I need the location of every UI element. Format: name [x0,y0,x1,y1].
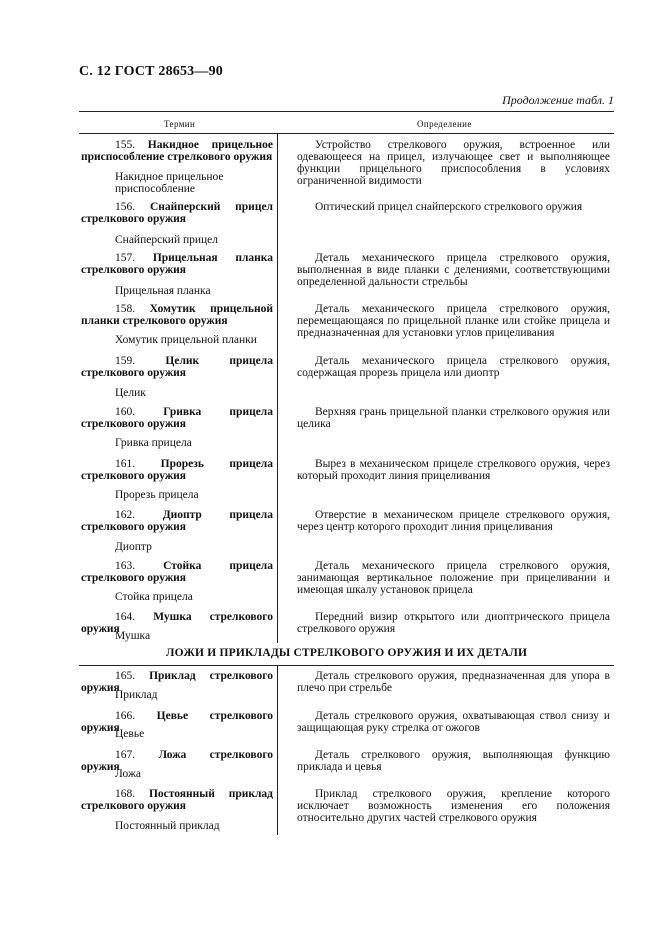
term-short-form: Прицельная планка [115,285,211,297]
term-name: Мушка стрелкового оружия [81,611,273,635]
term-number: 161. [115,458,136,470]
column-divider [277,665,278,835]
definition-cell: Деталь стрелкового оружия, охватывающая ствол снизу и защищающая руку стрелка от ожогов [297,710,610,734]
table-header-rule [79,133,614,134]
column-header-definition: Определение [417,119,472,129]
definition-cell: Оптический прицел снайперского стрелкового оружия [315,201,583,213]
term-short-form: Ложа [115,768,142,780]
term-number: 159. [115,355,136,367]
term-name: Постоянный приклад стрелкового оружия [81,788,274,812]
term-number: 162. [115,509,136,521]
term-short-form: Стойка прицела [115,591,193,603]
term-short-form: Накидное прицельное приспособление [115,171,224,195]
definition-cell: Деталь механического прицела стрелкового оружия, занимающая вертикальное положение при прицеливании и имеющая шкалу установок прицела [297,560,610,596]
term-cell [81,458,273,482]
term-number: 157. [115,252,136,264]
term-name: Целик прицела стрелкового оружия [81,355,273,379]
term-short-form: Постоянный приклад [115,820,220,832]
term-short-form: Приклад [115,689,158,701]
term-name: Цевье стрелкового оружия [81,710,274,734]
term-cell [81,560,273,584]
definition-cell: Деталь механического прицела стрелкового оружия, перемещающаяся по прицельной планке или стойке прицела и предназначенная для установки углов прицеливания [297,303,610,339]
term-short-form: Целик [115,387,146,399]
term-short-form: Гривка прицела [115,437,192,449]
section-heading: ЛОЖИ И ПРИКЛАДЫ СТРЕЛКОВОГО ОРУЖИЯ И ИХ ДЕТАЛИ [165,647,528,659]
column-header-term: Термин [164,119,196,129]
term-cell [81,509,273,533]
term-name: Прорезь прицела стрелкового оружия [81,458,273,482]
term-name: Ложа стрелкового оружия [81,749,273,773]
definition-cell: Деталь стрелкового оружия, предназначенная для упора в плечо при стрельбе [297,670,610,694]
term-name: Снайперский прицел стрелкового оружия [81,201,273,225]
term-number: 155. [115,139,136,151]
term-name: Приклад стрелкового оружия [81,670,273,694]
term-short-form: Мушка [115,630,151,642]
term-short-form: Снайперский прицел [115,234,219,246]
term-short-form: Хомутик прицельной планки [115,334,257,346]
term-cell [81,201,273,225]
term-cell [81,252,273,276]
term-number: 158. [115,303,136,315]
term-number: 160. [115,406,136,418]
term-name: Хомутик прицельной планки стрелкового оружия [81,303,273,327]
definition-cell: Деталь механического прицела стрелкового оружия, содержащая прорезь прицела или диоптр [297,355,610,379]
term-number: 165. [115,670,136,682]
term-name: Накидное прицельное приспособление стрелкового оружия [81,139,274,163]
definition-cell: Вырез в механическом прицеле стрелкового оружия, через который проходит линия прицеливания [297,458,610,482]
term-number: 156. [115,201,136,213]
term-short-form: Диоптр [115,541,152,553]
term-name: Прицельная планка стрелкового оружия [81,252,274,276]
definition-cell: Устройство стрелкового оружия, встроенное или одевающееся на прицел, излучающее свет и выполняющее функции прицельного приспособления в условиях ограниченной видимости [297,139,610,187]
page-header: С. 12 ГОСТ 28653—90 [79,64,223,79]
term-short-form: Цевье [115,728,145,740]
term-name: Стойка прицела стрелкового оружия [81,560,273,584]
term-cell [81,355,273,379]
term-number: 168. [115,788,136,800]
definition-cell: Приклад стрелкового оружия, крепление которого исключает возможность изменения его положения относительно других частей стрелкового оружия [297,788,610,824]
term-cell [81,139,273,163]
term-number: 166. [115,710,136,722]
term-cell [81,788,273,812]
definition-cell: Отверстие в механическом прицеле стрелкового оружия, через центр которого проходит линия прицеливания [297,509,610,533]
section-rule [79,665,614,666]
definition-cell: Деталь механического прицела стрелкового оружия, выполненная в виде планки с делениями, соответствующими определенной дальности стрельбы [297,252,610,288]
term-short-form: Прорезь прицела [115,489,199,501]
term-cell [81,406,273,430]
term-name: Диоптр прицела стрелкового оружия [81,509,273,533]
term-cell [81,303,273,327]
column-divider [277,133,278,643]
term-number: 164. [115,611,136,623]
term-number: 167. [115,749,136,761]
table-top-rule [79,111,614,112]
term-number: 163. [115,560,136,572]
definition-cell: Деталь стрелкового оружия, выполняющая функцию приклада и цевья [297,749,610,773]
table-continuation-label: Продолжение табл. 1 [502,93,614,107]
term-name: Гривка прицела стрелкового оружия [81,406,274,430]
definition-cell: Передний визир открытого или диоптрического прицела стрелкового оружия [297,611,610,635]
definition-cell: Верхняя грань прицельной планки стрелкового оружия или целика [297,406,610,430]
